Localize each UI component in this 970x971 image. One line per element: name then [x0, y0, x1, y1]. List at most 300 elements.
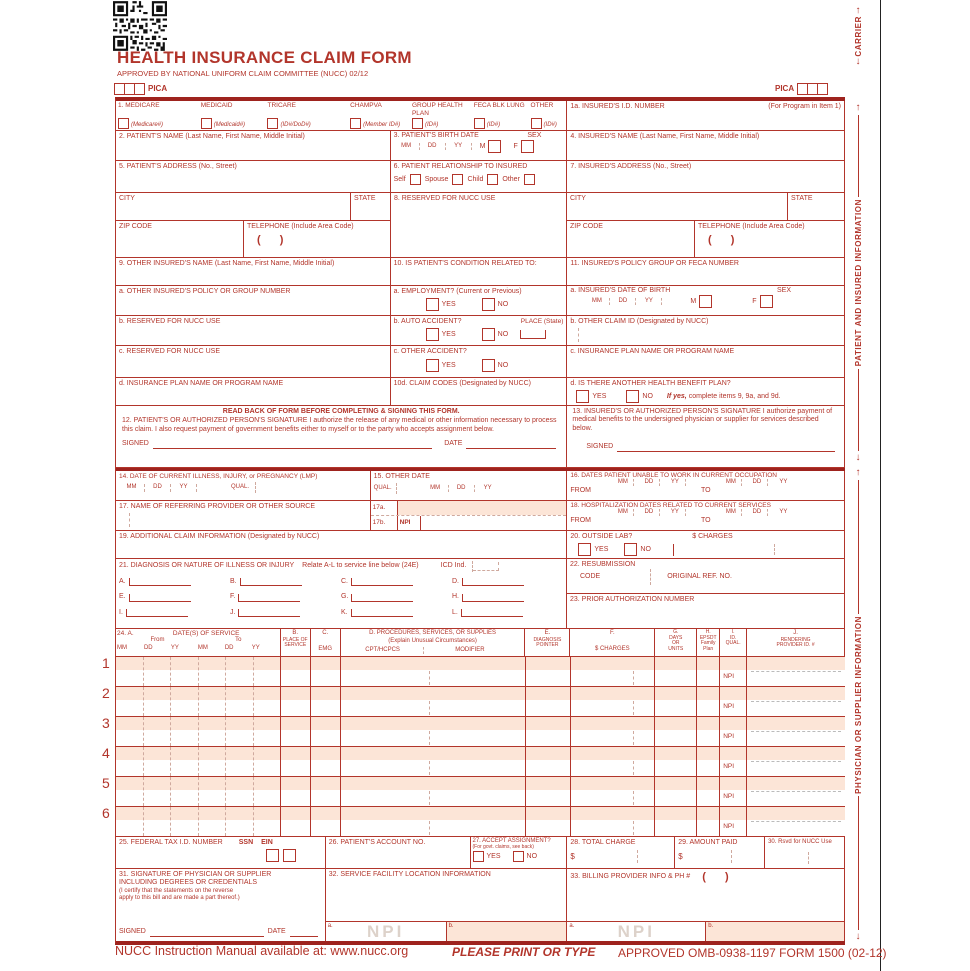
- field-29-amount-paid[interactable]: [675, 837, 765, 868]
- service-procedures-cell[interactable]: [341, 807, 526, 836]
- physician-vertical-label: PHYSICIAN OR SUPPLIER INFORMATION: [853, 616, 863, 794]
- service-charges-cell[interactable]: [571, 657, 656, 686]
- mm-label: MM: [720, 509, 742, 516]
- field-22-resubmission[interactable]: [567, 559, 845, 593]
- field-10a-employment[interactable]: [391, 286, 568, 315]
- field-3-birth-date-sex[interactable]: [391, 131, 568, 160]
- checkbox-sex-male[interactable]: [488, 140, 501, 153]
- service-rendering-provider-cell[interactable]: [747, 747, 845, 776]
- col-a-num: 24. A.: [117, 630, 134, 637]
- field-28-total-charge[interactable]: [567, 837, 675, 868]
- claim-form-grid: [102, 97, 845, 945]
- checkbox-auto-accident-no[interactable]: [482, 328, 495, 341]
- field-9b-label: b. RESERVED FOR NUCC USE: [119, 318, 221, 325]
- service-date-cells[interactable]: [116, 777, 281, 806]
- yy-label: YY: [170, 644, 179, 651]
- field-27-accept-assignment[interactable]: [471, 837, 568, 868]
- field-9d-insurance-plan[interactable]: [116, 378, 391, 405]
- if-yes-rest: complete items 9, 9a, and 9d.: [688, 392, 781, 400]
- dx-entry-i[interactable]: [126, 609, 188, 617]
- date-label: DATE: [444, 440, 463, 448]
- field-32a[interactable]: [326, 922, 446, 941]
- city-label: CITY: [119, 195, 135, 202]
- yy-label: YY: [779, 509, 788, 516]
- col-f-header: F. $ CHARGES: [570, 629, 655, 656]
- service-epsdt-cell[interactable]: [697, 777, 720, 806]
- field-1-insurance-type[interactable]: [116, 101, 567, 130]
- field-10c-label: c. OTHER ACCIDENT?: [393, 348, 467, 355]
- approved-subtitle: APPROVED BY NATIONAL UNIFORM CLAIM COMMITTEE (NUCC) 02/12: [117, 69, 369, 78]
- service-line-row-4[interactable]: [102, 745, 845, 777]
- ein-label: EIN: [261, 839, 273, 846]
- arrow-down-icon: ↓: [855, 452, 861, 463]
- option-sub: (ID#): [486, 122, 501, 129]
- service-line-row-3[interactable]: [102, 715, 845, 747]
- dx-entry-a[interactable]: [129, 578, 191, 586]
- dx-entry-e[interactable]: [129, 594, 191, 602]
- dx-letter: I.: [119, 608, 123, 616]
- patient-state[interactable]: [351, 193, 391, 220]
- field-6-patient-relationship[interactable]: [391, 161, 568, 192]
- ssn-label: SSN: [238, 839, 254, 846]
- service-days-units-cell[interactable]: [655, 687, 697, 716]
- field-8-label: 8. RESERVED FOR NUCC USE: [394, 195, 496, 202]
- npi-watermark: NPI: [617, 921, 655, 941]
- field-17-label: 17. NAME OF REFERRING PROVIDER OR OTHER SOURCE: [119, 503, 316, 510]
- col-d-header: D. PROCEDURES, SERVICES, OR SUPPLIES (Explain Unusual Circumstances) CPT/HCPCS MODIFIER: [341, 629, 526, 656]
- service-diagnosis-pointer-cell[interactable]: [526, 687, 571, 716]
- field-32-npi-strip: [326, 921, 567, 941]
- option-sub: (Member ID#): [363, 122, 401, 129]
- service-diagnosis-pointer-cell[interactable]: [526, 747, 571, 776]
- service-rendering-provider-cell[interactable]: [747, 777, 845, 806]
- male-label: M: [690, 297, 697, 305]
- dd-label: DD: [610, 298, 636, 305]
- field-23-prior-authorization[interactable]: [567, 594, 845, 629]
- field-10-condition-related: [391, 258, 568, 285]
- field-33a[interactable]: [567, 922, 705, 941]
- field-9b-reserved[interactable]: [116, 316, 391, 345]
- option-label: FECA BLK LUNG: [473, 102, 525, 109]
- field-13-text: 13. INSURED'S OR AUTHORIZED PERSON'S SIGNATURE I authorize payment of medical benefits to the undersigned physician or supplier for services described below.: [572, 408, 833, 432]
- city-label: CITY: [570, 195, 586, 202]
- field-16-label: 16. DATES PATIENT UNABLE TO WORK IN CURRENT OCCUPATION: [570, 472, 777, 479]
- checkbox-employment-yes[interactable]: [426, 298, 439, 311]
- insured-telephone[interactable]: [695, 221, 845, 257]
- field-20-label: 20. OUTSIDE LAB?: [570, 533, 633, 540]
- dx-entry-l[interactable]: [461, 609, 523, 617]
- field-3-label: 3. PATIENT'S BIRTH DATE: [393, 132, 479, 139]
- checkbox-medicaid[interactable]: [201, 118, 212, 129]
- checkbox-auto-accident-yes[interactable]: [426, 328, 439, 341]
- service-charges-cell[interactable]: [571, 687, 656, 716]
- footer-omb-approval: APPROVED OMB-0938-1197 FORM 1500 (02-12): [618, 946, 887, 960]
- physician-date-line[interactable]: [290, 928, 318, 937]
- service-diagnosis-pointer-cell[interactable]: [526, 717, 571, 746]
- pica-label: PICA: [148, 84, 168, 94]
- service-date-cells[interactable]: [116, 687, 281, 716]
- yes-label: YES: [441, 330, 456, 338]
- service-epsdt-cell[interactable]: [697, 717, 720, 746]
- service-days-units-cell[interactable]: [655, 657, 697, 686]
- service-emg-cell[interactable]: [311, 717, 341, 746]
- checkbox-benefit-plan-yes[interactable]: [576, 390, 589, 403]
- insured-state[interactable]: [788, 193, 845, 220]
- field-11d-label: d. IS THERE ANOTHER HEALTH BENEFIT PLAN?: [570, 380, 731, 387]
- service-emg-cell[interactable]: [311, 807, 341, 836]
- checkbox-benefit-plan-no[interactable]: [626, 390, 639, 403]
- field-22-label: 22. RESUBMISSION: [570, 561, 636, 568]
- checkbox-outside-lab-no[interactable]: [624, 543, 637, 556]
- field-1a-insured-id[interactable]: [567, 101, 845, 130]
- dx-entry-k[interactable]: [351, 609, 413, 617]
- field-31-label2: INCLUDING DEGREES OR CREDENTIALS: [119, 879, 258, 887]
- relationship-spouse-label: Spouse: [424, 175, 449, 183]
- service-date-cells[interactable]: [116, 657, 281, 686]
- service-place-cell[interactable]: [281, 777, 311, 806]
- field-16-unable-to-work-dates[interactable]: [567, 471, 845, 500]
- field-10c-other-accident[interactable]: [391, 346, 568, 377]
- service-days-units-cell[interactable]: [655, 717, 697, 746]
- dx-entry-g[interactable]: [351, 594, 413, 602]
- sex-label: SEX: [527, 132, 542, 139]
- arrow-up-icon: ↑: [855, 5, 861, 16]
- service-id-qual-cell[interactable]: [720, 657, 747, 686]
- field-5-patient-address[interactable]: [116, 161, 391, 192]
- option-medicare: [116, 101, 199, 130]
- patient-zip[interactable]: [116, 221, 244, 257]
- dd-label: DD: [449, 485, 475, 492]
- to-label: TO: [700, 517, 711, 525]
- service-procedures-cell[interactable]: [341, 657, 526, 686]
- pica-box[interactable]: [817, 83, 828, 95]
- npi-label: NPI: [723, 673, 735, 680]
- patient-telephone[interactable]: [244, 221, 391, 257]
- field-9a-other-policy[interactable]: [116, 286, 391, 315]
- checkbox-relationship-other[interactable]: [524, 174, 535, 185]
- field-12-text: 12. PATIENT'S OR AUTHORIZED PERSON'S SIGNATURE I authorize the release of any medical or other information necessary to process this claim. I also request payment of government benefits either to myself or to the party who accepts assignment below.: [122, 417, 557, 433]
- service-id-qual-cell[interactable]: [720, 747, 747, 776]
- option-tricare: [265, 101, 348, 130]
- col-a-header: [116, 629, 281, 656]
- col-j-header: J. RENDERING PROVIDER ID. #: [747, 629, 845, 656]
- service-id-qual-cell[interactable]: [720, 777, 747, 806]
- qual-label: QUAL.: [231, 484, 250, 491]
- service-line-number: 5: [102, 775, 110, 791]
- service-rendering-provider-cell[interactable]: [747, 807, 845, 836]
- service-rendering-provider-cell[interactable]: [747, 687, 845, 716]
- field-33-label: 33. BILLING PROVIDER INFO & PH #: [570, 873, 691, 881]
- service-line-row-5[interactable]: [102, 775, 845, 807]
- field-6-label: 6. PATIENT RELATIONSHIP TO INSURED: [393, 163, 528, 170]
- checkbox-insured-sex-male[interactable]: [699, 295, 712, 308]
- field-15-other-date[interactable]: [371, 471, 568, 500]
- checkbox-spouse[interactable]: [452, 174, 463, 185]
- area-code-parens: ( ): [708, 233, 743, 246]
- service-epsdt-cell[interactable]: [697, 747, 720, 776]
- mm-label: MM: [612, 479, 634, 486]
- pica-box[interactable]: [134, 83, 145, 95]
- npi-label: NPI: [397, 516, 421, 530]
- dx-entry-c[interactable]: [351, 578, 413, 586]
- field-8-reserved-nucc[interactable]: [391, 193, 567, 257]
- no-label: NO: [526, 852, 538, 860]
- field-31-cert2: apply to this bill and are made a part thereof.): [119, 894, 240, 901]
- field-19-label: 19. ADDITIONAL CLAIM INFORMATION (Designated by NUCC): [119, 533, 320, 540]
- dx-letter: H.: [452, 593, 459, 601]
- field-17a-entry[interactable]: [397, 501, 567, 515]
- patient-section-marker: [848, 103, 868, 463]
- service-id-qual-cell[interactable]: [720, 717, 747, 746]
- pica-label: PICA: [775, 84, 795, 94]
- service-diagnosis-pointer-cell[interactable]: [526, 657, 571, 686]
- field-11b-other-claim-id[interactable]: [567, 316, 845, 345]
- insured-city[interactable]: [567, 193, 788, 220]
- checkbox-feca[interactable]: [474, 118, 485, 129]
- yy-label: YY: [779, 479, 788, 486]
- icd-ind-entry[interactable]: [473, 562, 499, 571]
- checkbox-other-accident-yes[interactable]: [426, 359, 439, 372]
- patient-signature-date-line[interactable]: [466, 440, 556, 449]
- service-rendering-provider-cell[interactable]: [747, 657, 845, 686]
- field-9-other-insured-name[interactable]: [116, 258, 391, 285]
- mm-label: MM: [612, 509, 634, 516]
- field-29-label: 29. AMOUNT PAID: [678, 839, 738, 846]
- field-32b[interactable]: [446, 922, 567, 941]
- zip-label: ZIP CODE: [570, 222, 603, 230]
- option-feca-blk-lung: [472, 101, 529, 130]
- service-id-qual-cell[interactable]: [720, 687, 747, 716]
- service-date-cells[interactable]: [116, 747, 281, 776]
- field-12-patient-signature: [116, 406, 567, 467]
- service-place-cell[interactable]: [281, 807, 311, 836]
- field-11a-label: a. INSURED'S DATE OF BIRTH: [570, 287, 671, 294]
- mm-label: MM: [119, 484, 145, 491]
- checkbox-assignment-no[interactable]: [513, 851, 524, 862]
- service-epsdt-cell[interactable]: [697, 807, 720, 836]
- option-sub: (ID#): [424, 122, 439, 129]
- field-26-patient-account[interactable]: [326, 837, 471, 868]
- service-place-cell[interactable]: [281, 717, 311, 746]
- service-line-number: 3: [102, 715, 110, 731]
- field-14-current-illness-date[interactable]: [116, 471, 371, 500]
- arrow-down-icon: ↓: [855, 55, 861, 67]
- service-procedures-cell[interactable]: [341, 717, 526, 746]
- yy-label: YY: [251, 644, 260, 651]
- field-9d-label: d. INSURANCE PLAN NAME OR PROGRAM NAME: [119, 380, 284, 387]
- field-17-referring-provider[interactable]: [116, 501, 371, 530]
- option-label: CHAMPVA: [350, 102, 382, 109]
- option-sub: (ID#/DoD#): [280, 122, 311, 129]
- field-17ab: [371, 501, 568, 530]
- field-9c-reserved[interactable]: [116, 346, 391, 377]
- dx-entry-h[interactable]: [462, 594, 524, 602]
- npi-watermark: NPI: [366, 921, 405, 941]
- service-procedures-cell[interactable]: [341, 747, 526, 776]
- service-line-number: 1: [102, 655, 110, 671]
- service-place-cell[interactable]: [281, 657, 311, 686]
- option-medicaid: [199, 101, 266, 130]
- dx-letter: D.: [452, 578, 459, 585]
- dd-label: DD: [145, 484, 171, 491]
- service-emg-cell[interactable]: [311, 747, 341, 776]
- field-10d-claim-codes[interactable]: [391, 378, 568, 405]
- telephone-label: TELEPHONE (Include Area Code): [698, 222, 805, 230]
- service-emg-cell[interactable]: [311, 687, 341, 716]
- field-20-outside-lab[interactable]: [567, 531, 845, 558]
- service-place-cell[interactable]: [281, 747, 311, 776]
- mm-label: MM: [720, 479, 742, 486]
- yes-label: YES: [441, 300, 456, 308]
- service-line-row-1[interactable]: [102, 655, 845, 687]
- field-33a-label: a.: [569, 923, 575, 929]
- service-days-units-cell[interactable]: [655, 777, 697, 806]
- service-procedures-cell[interactable]: [341, 777, 526, 806]
- option-champva: [348, 101, 410, 130]
- service-line-number: 6: [102, 805, 110, 821]
- service-emg-cell[interactable]: [311, 777, 341, 806]
- field-19-additional-claim-info[interactable]: [116, 531, 567, 558]
- dx-entry-j[interactable]: [238, 609, 300, 617]
- checkbox-champva[interactable]: [350, 118, 361, 129]
- field-25-federal-tax-id[interactable]: [116, 837, 326, 868]
- field-11a-insured-dob-sex[interactable]: [567, 286, 845, 315]
- service-line-row-6[interactable]: [102, 805, 845, 837]
- service-charges-cell[interactable]: [571, 747, 656, 776]
- checkbox-child[interactable]: [487, 174, 498, 185]
- dx-letter: C.: [341, 578, 348, 585]
- field-11d-other-benefit-plan[interactable]: [567, 378, 845, 405]
- yy-label: YY: [636, 298, 662, 305]
- checkbox-other-accident-no[interactable]: [482, 359, 495, 372]
- field-7-insured-address[interactable]: [567, 161, 845, 192]
- checkbox-ssn[interactable]: [266, 849, 279, 862]
- col-e-header: E. DIAGNOSIS POINTER: [525, 629, 570, 656]
- field-32-service-facility[interactable]: [326, 869, 568, 941]
- checkbox-outside-lab-yes[interactable]: [578, 543, 591, 556]
- dx-entry-b[interactable]: [240, 578, 302, 586]
- dx-letter: E.: [119, 593, 126, 601]
- checkbox-employment-no[interactable]: [482, 298, 495, 311]
- dx-entry-d[interactable]: [462, 578, 524, 586]
- field-17b-label: 17b.: [372, 518, 386, 526]
- field-32a-label: a.: [327, 923, 333, 929]
- patient-signature-line[interactable]: [153, 440, 432, 449]
- state-label: STATE: [354, 195, 376, 202]
- field-1a-label: 1a. INSURED'S I.D. NUMBER: [570, 103, 665, 110]
- field-31-physician-signature: [116, 869, 326, 941]
- read-back-notice: READ BACK OF FORM BEFORE COMPLETING & SIGNING THIS FORM.: [222, 408, 460, 415]
- qual-label: QUAL.: [373, 485, 392, 492]
- sex-label: SEX: [777, 287, 792, 294]
- service-days-units-cell[interactable]: [655, 807, 697, 836]
- field-18-hospitalization-dates[interactable]: [567, 501, 845, 530]
- checkbox-other[interactable]: [531, 118, 542, 129]
- option-label: GROUP HEALTH PLAN: [411, 102, 463, 117]
- no-label: NO: [642, 392, 653, 400]
- male-label: M: [479, 142, 486, 150]
- checkbox-assignment-yes[interactable]: [473, 851, 484, 862]
- service-line-row-2[interactable]: [102, 685, 845, 717]
- npi-label: NPI: [723, 733, 735, 740]
- field-9-label: 9. OTHER INSURED'S NAME (Last Name, First Name, Middle Initial): [119, 260, 335, 267]
- insured-signature-line[interactable]: [617, 443, 835, 452]
- service-id-qual-cell[interactable]: [720, 807, 747, 836]
- checkbox-insured-sex-female[interactable]: [760, 295, 773, 308]
- service-procedures-cell[interactable]: [341, 687, 526, 716]
- service-rendering-provider-cell[interactable]: [747, 717, 845, 746]
- service-line-number: 4: [102, 745, 110, 761]
- service-days-units-cell[interactable]: [655, 747, 697, 776]
- field-21-diagnosis: [116, 559, 567, 628]
- field-2-patient-name[interactable]: [116, 131, 391, 160]
- service-place-cell[interactable]: [281, 687, 311, 716]
- place-state-box[interactable]: [520, 330, 546, 339]
- checkbox-self[interactable]: [410, 174, 421, 185]
- field-31-cert1: (I certify that the statements on the reverse: [119, 887, 234, 894]
- col-h-header: H. EPSDT Family Plan: [697, 629, 720, 656]
- field-10b-auto-accident[interactable]: [391, 316, 568, 345]
- service-charges-cell[interactable]: [571, 777, 656, 806]
- service-charges-cell[interactable]: [571, 717, 656, 746]
- patient-city[interactable]: [116, 193, 351, 220]
- field-33-billing-provider[interactable]: [567, 869, 845, 941]
- field-11c-insurance-plan[interactable]: [567, 346, 845, 377]
- npi-label: NPI: [723, 703, 735, 710]
- service-date-cells[interactable]: [116, 717, 281, 746]
- zip-label: ZIP CODE: [119, 222, 152, 230]
- service-epsdt-cell[interactable]: [697, 657, 720, 686]
- physician-signature-line[interactable]: [150, 928, 264, 937]
- field-4-insured-name[interactable]: [567, 131, 845, 160]
- option-label: OTHER: [530, 102, 554, 109]
- service-charges-cell[interactable]: [571, 807, 656, 836]
- mm-label: MM: [584, 298, 610, 305]
- field-10b-label: b. AUTO ACCIDENT?: [393, 318, 462, 325]
- service-epsdt-cell[interactable]: [697, 687, 720, 716]
- field-2-label: 2. PATIENT'S NAME (Last Name, First Name, Middle Initial): [119, 133, 305, 140]
- option-group-health-plan: [410, 101, 472, 130]
- field-30-rsvd-nucc[interactable]: [765, 837, 845, 868]
- checkbox-tricare[interactable]: [267, 118, 278, 129]
- dollar-sign: $: [570, 852, 575, 862]
- field-27-note: (For govt. claims, see back): [472, 843, 534, 850]
- checkbox-ein[interactable]: [283, 849, 296, 862]
- yy-label: YY: [483, 485, 492, 492]
- patient-vertical-label: PATIENT AND INSURED INFORMATION: [853, 199, 863, 367]
- field-11-policy-group[interactable]: [567, 258, 845, 285]
- option-sub: (Medicare#): [131, 122, 164, 129]
- field-33b[interactable]: [705, 922, 844, 941]
- field-11c-label: c. INSURANCE PLAN NAME OR PROGRAM NAME: [570, 348, 735, 355]
- no-label: NO: [640, 545, 651, 553]
- dx-entry-f[interactable]: [238, 594, 300, 602]
- field-17a-label: 17a.: [372, 503, 386, 511]
- insured-zip[interactable]: [567, 221, 695, 257]
- checkbox-sex-female[interactable]: [521, 140, 534, 153]
- checkbox-medicare[interactable]: [118, 118, 129, 129]
- field-15-label: 15. OTHER DATE: [373, 473, 430, 480]
- checkbox-group-health-plan[interactable]: [412, 118, 423, 129]
- service-diagnosis-pointer-cell[interactable]: [526, 807, 571, 836]
- service-date-cells[interactable]: [116, 807, 281, 836]
- field-1a-note: (For Program in Item 1): [768, 103, 841, 110]
- dx-letter: L.: [452, 608, 458, 616]
- service-diagnosis-pointer-cell[interactable]: [526, 777, 571, 806]
- field-7-label: 7. INSURED'S ADDRESS (No., Street): [570, 163, 692, 170]
- service-emg-cell[interactable]: [311, 657, 341, 686]
- place-state-label: PLACE (State): [520, 318, 564, 325]
